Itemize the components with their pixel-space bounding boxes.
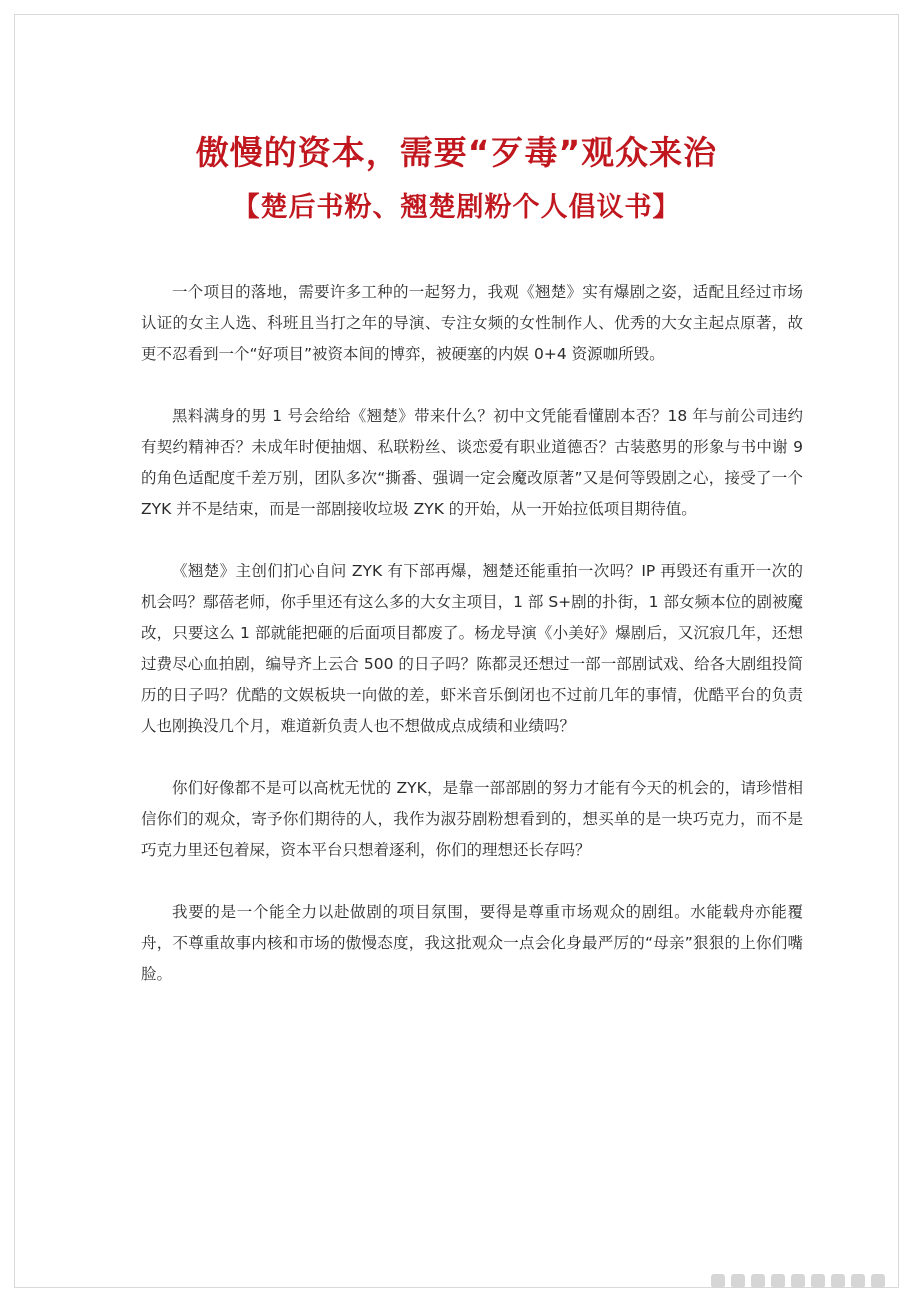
document-title: 傲慢的资本，需要“歹毒”观众来治 — [195, 133, 718, 172]
paragraph-2: 黑料满身的男 1 号会给给《翘楚》带来什么？初中文凭能看懂剧本否？18 年与前公司违约有契约精神否？未成年时便抽烟、私联粉丝、谈恋爱有职业道德否？古装憨男的形象与书中谢 9 的角色适配度千差万别，团队多次“撕番、强调一定会魔改原著”又是何等毁剧之心，接受了一个 ZYK 并不是结束，而是一部剧接收垃圾 ZYK 的开始，从一开始拉低项目期待值。 — [141, 407, 803, 518]
watermark — [711, 1270, 901, 1296]
paragraph-4: 你们好像都不是可以高枕无忧的 ZYK，是靠一部部剧的努力才能有今天的机会的，请珍惜相信你们的观众，寄予你们期待的人，我作为淑芬剧粉想看到的，想买单的是一块巧克力，而不是巧克力里还包着屎，资本平台只想着逐利，你们的理想还长存吗？ — [141, 779, 803, 859]
document-page — [14, 14, 899, 1288]
document-body — [141, 277, 803, 1021]
document-subtitle: 【楚后书粉、翘楚剧粉个人倡议书】 — [232, 192, 681, 223]
paragraph-3: 《翘楚》主创们扪心自问 ZYK 有下部再爆，翘楚还能重拍一次吗？IP 再毁还有重开一次的机会吗？鄢蓓老师，你手里还有这么多的大女主项目，1 部 S+剧的扑街，1 部女频本位的剧被魔改，只要这么 1 部就能把砸的后面项目都废了。杨龙导演《小美好》爆剧后，又沉寂几年，还想过费尽心血拍剧，编导齐上云合 500 的日子吗？陈都灵还想过一部一部剧试戏、给各大剧组投简历的日子吗？优酷的文娱板块一向做的差，虾米音乐倒闭也不过前几年的事情，优酷平台的负责人也刚换没几个月，难道新负责人也不想做成点成绩和业绩吗？ — [141, 562, 803, 735]
paragraph-1: 一个项目的落地，需要许多工种的一起努力，我观《翘楚》实有爆剧之姿，适配且经过市场认证的女主人选、科班且当打之年的导演、专注女频的女性制作人、优秀的大女主起点原著，故更不忍看到一个“好项目”被资本间的博弈，被硬塞的内娱 0+4 资源咖所毁。 — [141, 283, 803, 363]
watermark-glyphs — [711, 1270, 901, 1292]
paragraph-5: 我要的是一个能全力以赴做剧的项目氛围，要得是尊重市场观众的剧组。水能载舟亦能覆舟，不尊重故事内核和市场的傲慢态度，我这批观众一点会化身最严厉的“母亲”狠狠的上你们嘴脸。 — [141, 903, 803, 983]
